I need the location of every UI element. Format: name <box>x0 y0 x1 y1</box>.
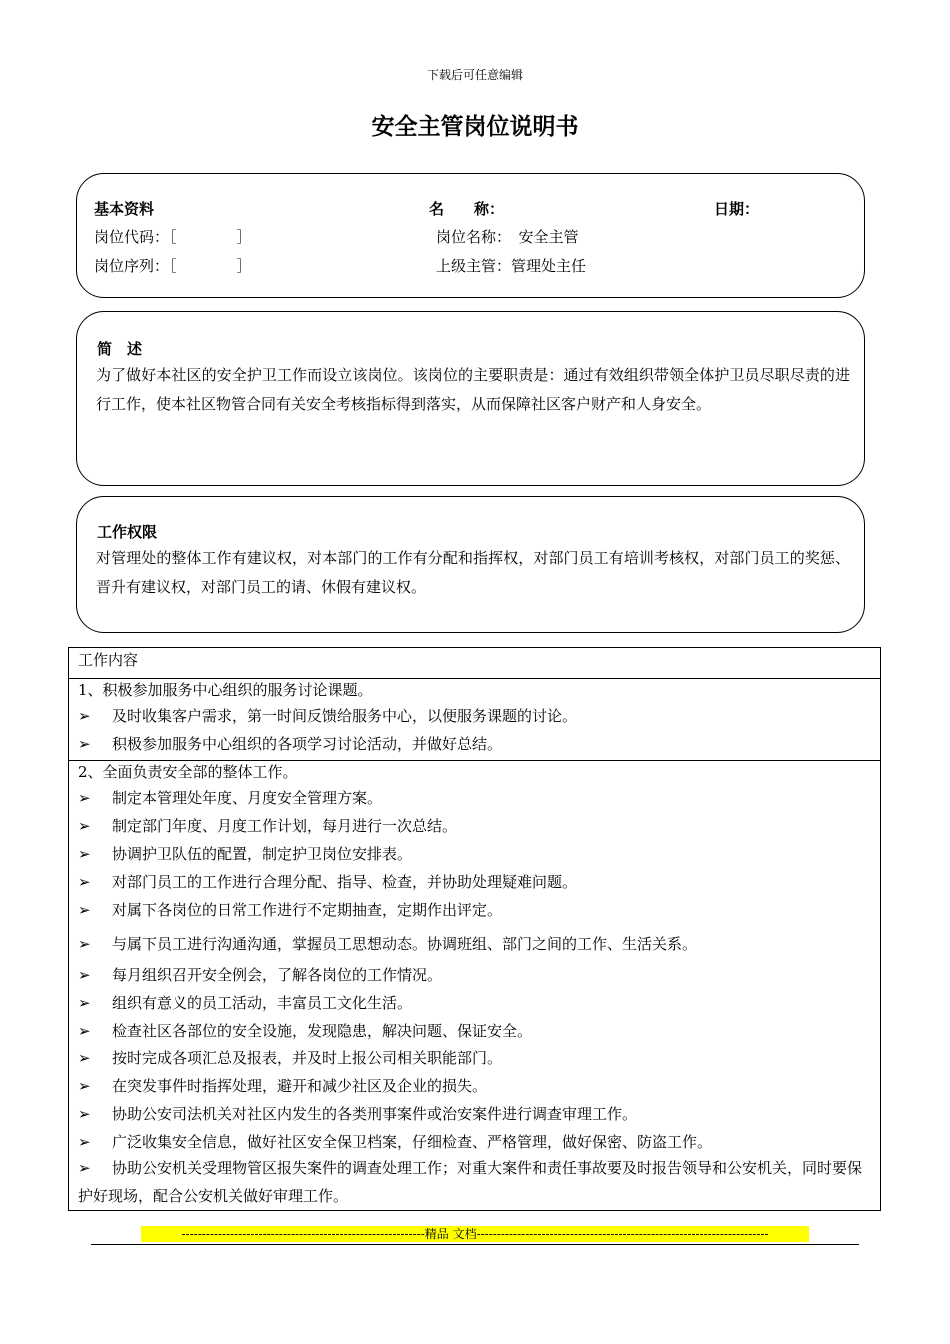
arrow-bullet-icon: ➢ <box>78 845 91 863</box>
list-item: ➢ 协助公安司法机关对社区内发生的各类刑事案件或治安案件进行调查审理工作。 <box>78 1105 638 1123</box>
arrow-bullet-icon: ➢ <box>78 1133 91 1151</box>
arrow-bullet-icon: ➢ <box>78 994 91 1012</box>
position-code: 岗位代码：［ ］ <box>94 228 252 246</box>
header-note: 下载后可任意编辑 <box>426 68 523 82</box>
summary-box <box>76 311 865 486</box>
page-title: 安全主管岗位说明书 <box>371 113 579 140</box>
position-sequence: 岗位序列：［ ］ <box>94 257 252 275</box>
authority-text: 对管理处的整体工作有建议权，对本部门的工作有分配和指挥权，对部门员工有培训考核权，对部门员工的奖惩、晋升有建议权，对部门员工的请、休假有建议权。 <box>96 549 850 596</box>
arrow-bullet-icon: ➢ <box>78 1159 91 1177</box>
arrow-bullet-icon: ➢ <box>78 789 91 807</box>
name-label: 名 称： <box>429 200 505 218</box>
section-1-title: 1、积极参加服务中心组织的服务讨论课题。 <box>78 681 373 699</box>
summary-heading: 简 述 <box>97 340 143 358</box>
list-item: ➢ 制定本管理处年度、月度安全管理方案。 <box>78 789 383 807</box>
list-item: ➢ 按时完成各项汇总及报表，并及时上报公司相关职能部门。 <box>78 1049 503 1067</box>
list-item: ➢ 每月组织召开安全例会，了解各岗位的工作情况。 <box>78 966 443 984</box>
footer-banner: ------------------------------------------------------------精品 文档------------------------------------------------------------------------ <box>141 1226 809 1242</box>
list-item: ➢ 对部门员工的工作进行合理分配、指导、检查，并协助处理疑难问题。 <box>78 873 578 891</box>
arrow-bullet-icon: ➢ <box>78 935 91 953</box>
list-item: ➢ 制定部门年度、月度工作计划，每月进行一次总结。 <box>78 817 458 835</box>
arrow-bullet-icon: ➢ <box>78 735 91 753</box>
list-item: ➢ 对属下各岗位的日常工作进行不定期抽查，定期作出评定。 <box>78 901 503 919</box>
date-label: 日期： <box>714 200 760 218</box>
work-content-header: 工作内容 <box>78 651 139 669</box>
list-item: ➢ 及时收集客户需求，第一时间反馈给服务中心，以便服务课题的讨论。 <box>78 707 578 725</box>
list-item: ➢ 协助公安机关受理物管区报失案件的调查处理工作；对重大案件和责任事故要及时报告领导和公安机关，同时要保护好现场，配合公安机关做好审理工作。 <box>78 1154 872 1210</box>
summary-text: 为了做好本社区的安全护卫工作而设立该岗位。该岗位的主要职责是：通过有效组织带领全体护卫员尽职尽责的进行工作，使本社区物管合同有关安全考核指标得到落实，从而保障社区客户财产和人身安全。 <box>96 366 850 413</box>
arrow-bullet-icon: ➢ <box>78 817 91 835</box>
arrow-bullet-icon: ➢ <box>78 1049 91 1067</box>
footer-rule <box>91 1244 859 1245</box>
list-item: ➢ 组织有意义的员工活动，丰富员工文化生活。 <box>78 994 413 1012</box>
arrow-bullet-icon: ➢ <box>78 966 91 984</box>
work-content-table <box>68 647 881 1211</box>
list-item: ➢ 协调护卫队伍的配置，制定护卫岗位安排表。 <box>78 845 413 863</box>
arrow-bullet-icon: ➢ <box>78 1105 91 1123</box>
basic-info-heading: 基本资料 <box>94 200 155 218</box>
arrow-bullet-icon: ➢ <box>78 901 91 919</box>
list-item: ➢ 广泛收集安全信息，做好社区安全保卫档案，仔细检查、严格管理，做好保密、防盗工作。 <box>78 1133 713 1151</box>
arrow-bullet-icon: ➢ <box>78 707 91 725</box>
arrow-bullet-icon: ➢ <box>78 1077 91 1095</box>
position-name: 岗位名称： 安全主管 <box>436 228 579 246</box>
authority-heading: 工作权限 <box>97 523 158 541</box>
arrow-bullet-icon: ➢ <box>78 1022 91 1040</box>
list-item: ➢ 积极参加服务中心组织的各项学习讨论活动，并做好总结。 <box>78 735 503 753</box>
arrow-bullet-icon: ➢ <box>78 873 91 891</box>
list-item: ➢ 与属下员工进行沟通沟通，掌握员工思想动态。协调班组、部门之间的工作、生活关系。 <box>78 935 698 953</box>
authority-box <box>76 496 865 633</box>
basic-info-box <box>76 173 865 298</box>
list-item: ➢ 在突发事件时指挥处理，避开和减少社区及企业的损失。 <box>78 1077 488 1095</box>
list-item: ➢ 检查社区各部位的安全设施，发现隐患，解决问题、保证安全。 <box>78 1022 533 1040</box>
section-2-title: 2、全面负责安全部的整体工作。 <box>78 763 298 781</box>
supervisor: 上级主管：管理处主任 <box>436 257 587 275</box>
